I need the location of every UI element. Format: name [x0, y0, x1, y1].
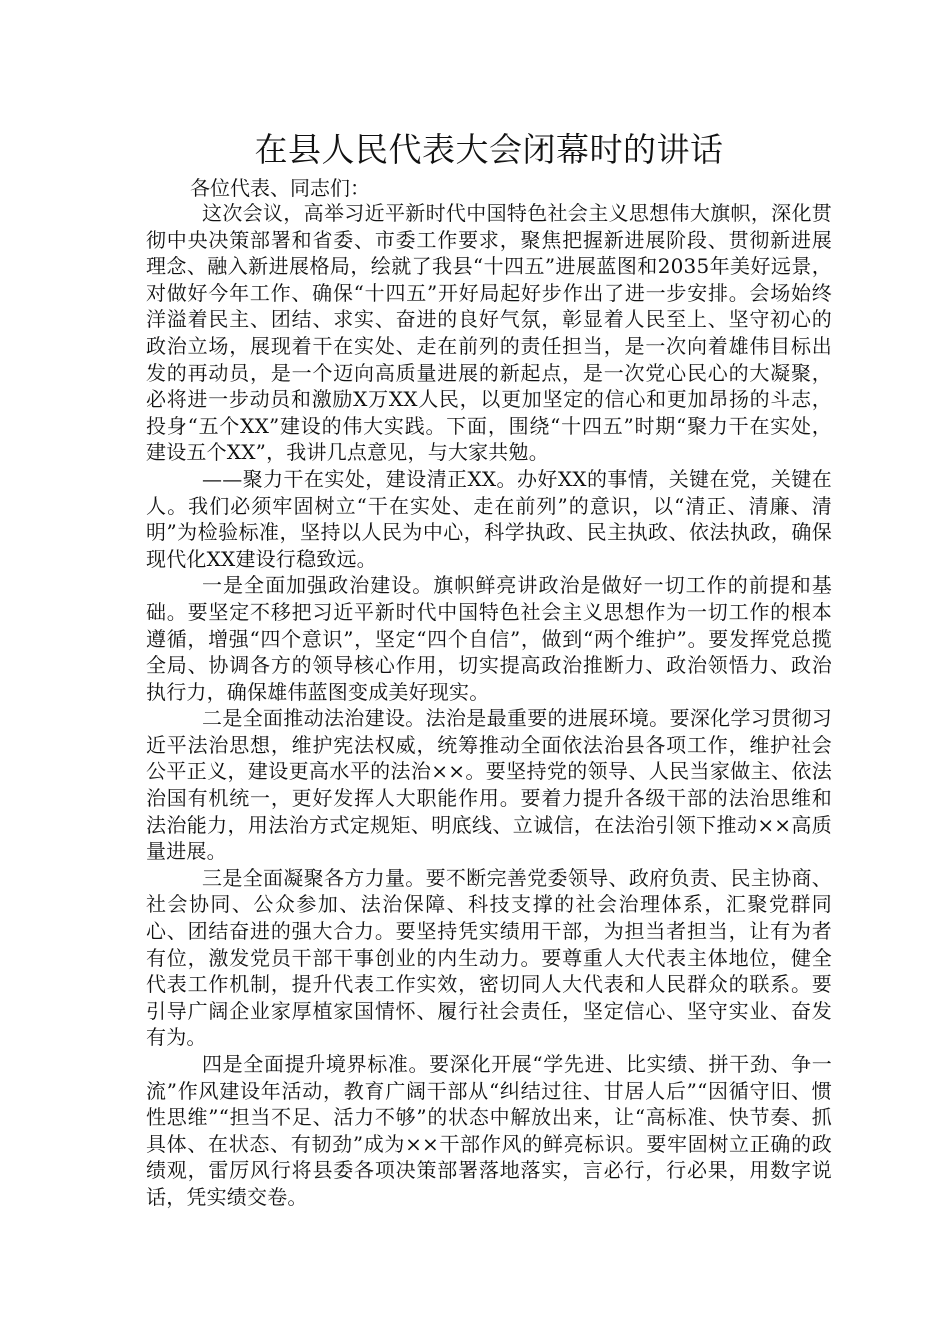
paragraph-point-one: 一是全面加强政治建设。旗帜鲜亮讲政治是做好一切工作的前提和基础。要坚定不移把习近平新时代中国特色社会主义思想作为一切工作的根本遵循，增强“四个意识”，坚定“四个自信”，做到“两个维护”。要发挥党总揽全局、协调各方的领导核心作用，切实提高政治推断力、政治领悟力、政治执行力，确保雄伟蓝图变成美好现实。 — [146, 573, 832, 704]
paragraph-point-four: 四是全面提升境界标准。要深化开展“学先进、比实绩、拼干劲、争一流”作风建设年活动，教育广阔干部从“纠结过往、甘居人后”“因循守旧、惯性思维”“担当不足、活力不够”的状态中解放出来，让“高标准、快节奏、抓具体、在状态、有韧劲”成为××干部作风的鲜亮标识。要牢固树立正确的政绩观，雷厉风行将县委各项决策部署落地落实，言必行，行必果，用数字说话，凭实绩交卷。 — [146, 1052, 832, 1209]
greeting-line: 各位代表、同志们： — [190, 176, 370, 200]
paragraph-intro: 这次会议，高举习近平新时代中国特色社会主义思想伟大旗帜，深化贯彻中央决策部署和省委、市委工作要求，聚焦把握新进展阶段、贯彻新进展理念、融入新进展格局，绘就了我县“十四五”进展蓝图和2035年美好远景，对做好今年工作、确保“十四五”开好局起好步作出了进一步安排。会场始终洋溢着民主、团结、求实、奋进的良好气氛，彰显着人民至上、坚守初心的政治立场，展现着干在实处、走在前列的责任担当，是一次向着雄伟目标出发的再动员，是一个迈向高质量进展的新起点，是一次党心民心的大凝聚，必将进一步动员和激励X万XX人民，以更加坚定的信心和更加昂扬的斗志，投身“五个XX”建设的伟大实践。下面，围绕“十四五”时期“聚力干在实处，建设五个XX”，我讲几点意见，与大家共勉。 — [146, 201, 832, 465]
document-body — [146, 128, 832, 1211]
paragraph-section-heading: ——聚力干在实处，建设清正XX。办好XX的事情，关键在党，关键在人。我们必须牢固树立“干在实处、走在前列”的意识，以“清正、清廉、清明”为检验标准，坚持以人民为中心，科学执政、民主执政、依法执政，确保现代化XX建设行稳致远。 — [146, 466, 832, 571]
document-title: 在县人民代表大会闭幕时的讲话 — [254, 130, 724, 169]
paragraph-point-three: 三是全面凝聚各方力量。要不断完善党委领导、政府负责、民主协商、社会协同、公众参加、法治保障、科技支撑的社会治理体系，汇聚党群同心、团结奋进的强大合力。要坚持凭实绩用干部，为担当者担当，让有为者有位，激发党员干部干事创业的内生动力。要尊重人大代表主体地位，健全代表工作机制，提升代表工作实效，密切同人大代表和人民群众的联系。要引导广阔企业家厚植家国情怀、履行社会责任，坚定信心、坚守实业、奋发有为。 — [146, 865, 832, 1050]
paragraph-point-two: 二是全面推动法治建设。法治是最重要的进展环境。要深化学习贯彻习近平法治思想，维护宪法权威，统筹推动全面依法治县各项工作，维护社会公平正义，建设更高水平的法治××。要坚持党的领导、人民当家做主、依法治国有机统一，更好发挥人大职能作用。要着力提升各级干部的法治思维和法治能力，用法治方式定规矩、明底线、立诚信，在法治引领下推动××高质量进展。 — [146, 706, 832, 864]
